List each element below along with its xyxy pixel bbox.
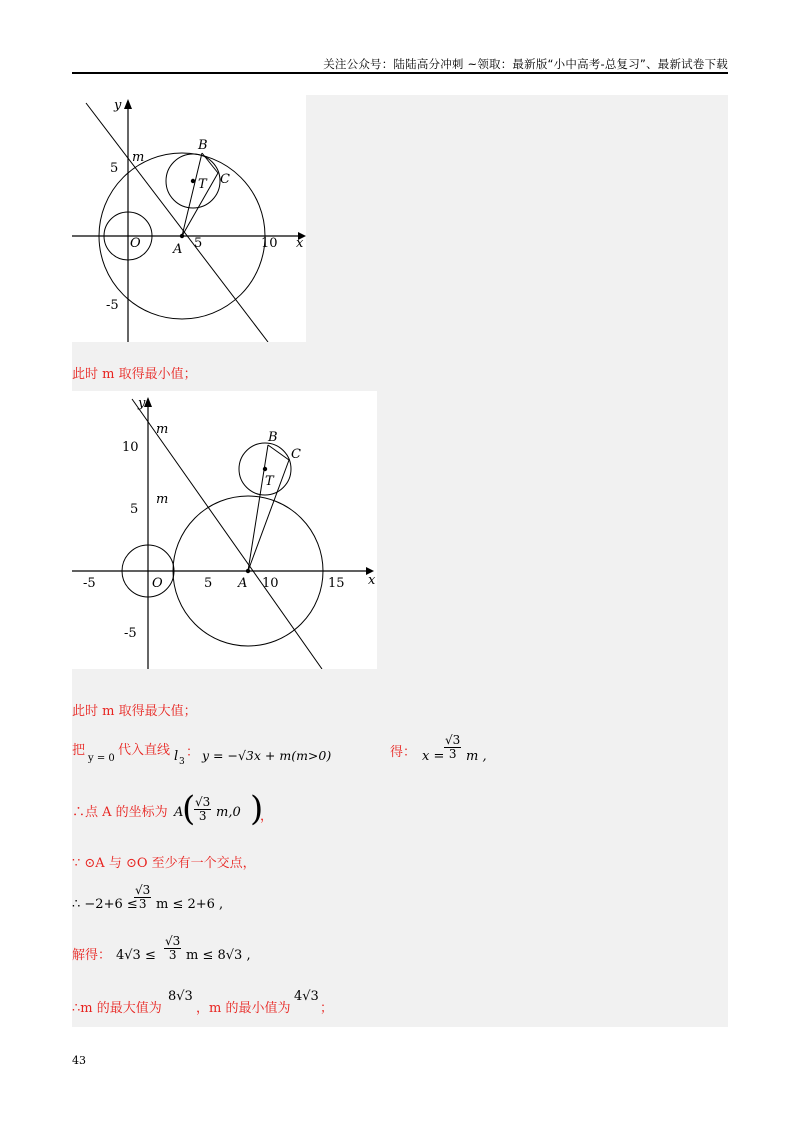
final-max-label: ∴m 的最大值为 bbox=[72, 1001, 162, 1016]
y-axis-arrow bbox=[124, 99, 132, 109]
sub-l3: l bbox=[174, 749, 179, 764]
coord-a: A bbox=[174, 805, 184, 820]
solve-right: m ≤ 8√3 , bbox=[186, 948, 251, 963]
coord-fraction bbox=[194, 796, 211, 822]
final-min-value: 4√3 bbox=[294, 989, 319, 1004]
y-tick-5: 5 bbox=[110, 161, 119, 176]
label-m: m bbox=[132, 150, 145, 165]
y-label: y bbox=[114, 98, 122, 113]
sub-mid: 代入直线 bbox=[118, 743, 171, 758]
coord-fraction-num: √3 bbox=[195, 795, 211, 809]
coord-end: ， bbox=[260, 809, 274, 824]
point-t bbox=[191, 179, 195, 183]
label-a: A bbox=[173, 242, 183, 257]
x-tick-10: 10 bbox=[262, 576, 279, 591]
sub-prefix: 把 bbox=[72, 743, 86, 758]
x-tick-10: 10 bbox=[261, 236, 278, 251]
coord-paren-open: ( bbox=[182, 789, 196, 829]
sub-fraction-num: √3 bbox=[445, 733, 461, 747]
sub-y0: y = 0 bbox=[88, 753, 115, 764]
y-label: y bbox=[138, 396, 146, 411]
label-t: T bbox=[265, 474, 274, 489]
point-t bbox=[263, 467, 267, 471]
ineq-prefix: ∴ −2+6 ≤ bbox=[72, 897, 138, 912]
ineq-suffix: m ≤ 2+6 , bbox=[156, 897, 224, 912]
label-m-mid: m bbox=[156, 492, 169, 507]
label-b: B bbox=[268, 430, 278, 445]
x-label: x bbox=[296, 236, 304, 251]
page-header: 关注公众号：陆陆高分冲刺 ~领取：最新版“小中高考-总复习”、最新试卷下载 bbox=[323, 57, 728, 71]
label-a: A bbox=[238, 576, 248, 591]
final-min-label: ，m 的最小值为 bbox=[196, 1001, 291, 1016]
min-value-line: 此时 m 取得最小值； bbox=[72, 367, 197, 382]
coord-paren-close: ) bbox=[250, 789, 264, 829]
ineq-fraction-num: √3 bbox=[135, 883, 151, 897]
line-m bbox=[132, 399, 322, 669]
final-max-value: 8√3 bbox=[168, 989, 193, 1004]
label-o: O bbox=[152, 576, 163, 591]
solve-left: 4√3 ≤ bbox=[116, 948, 156, 963]
sub-equation: y = −√3x + m(m>0) bbox=[202, 748, 332, 763]
coord-rest: m,0 bbox=[216, 805, 241, 820]
sub-de: 得： bbox=[390, 745, 417, 760]
sub-l3-sub: 3 bbox=[179, 757, 185, 767]
point-a bbox=[180, 234, 184, 238]
figure-2 bbox=[72, 391, 377, 669]
solve-fraction-num: √3 bbox=[165, 934, 181, 948]
x-tick-15: 15 bbox=[328, 576, 345, 591]
solve-fraction-den: 3 bbox=[168, 947, 177, 962]
label-c: C bbox=[291, 447, 301, 462]
segment-ab bbox=[182, 153, 202, 236]
segment-bc bbox=[202, 153, 218, 173]
sub-x-m: m , bbox=[466, 749, 487, 764]
solve-fraction bbox=[164, 935, 181, 961]
header-rule bbox=[72, 72, 728, 74]
label-m-top: m bbox=[156, 422, 169, 437]
y-tick-5: 5 bbox=[130, 502, 139, 517]
solve-prefix: 解得： bbox=[72, 948, 112, 963]
coord-prefix: ∴点 A 的坐标为 bbox=[72, 805, 168, 820]
coord-fraction-den: 3 bbox=[198, 808, 207, 823]
label-t: T bbox=[198, 177, 207, 192]
max-value-line: 此时 m 取得最大值； bbox=[72, 704, 197, 719]
label-b: B bbox=[198, 138, 208, 153]
y-tick-neg5: -5 bbox=[106, 298, 119, 313]
x-tick-5: 5 bbox=[204, 576, 213, 591]
y-tick-10: 10 bbox=[122, 440, 139, 455]
x-tick-5: 5 bbox=[194, 236, 203, 251]
ineq-fraction bbox=[134, 884, 151, 910]
point-a bbox=[246, 569, 250, 573]
figure-2-svg bbox=[72, 391, 377, 669]
sub-colon: ： bbox=[186, 745, 200, 760]
x-tick-neg5: -5 bbox=[83, 576, 96, 591]
figure-1 bbox=[72, 95, 306, 342]
sub-fraction bbox=[444, 734, 461, 760]
sub-fraction-den: 3 bbox=[448, 746, 457, 761]
y-tick-neg5: -5 bbox=[124, 626, 137, 641]
label-c: C bbox=[220, 172, 230, 187]
figure-1-svg bbox=[72, 95, 306, 342]
x-label: x bbox=[368, 573, 376, 588]
page-number: 43 bbox=[72, 1054, 86, 1067]
because-line: ∵ ⊙A 与 ⊙O 至少有一个交点， bbox=[72, 856, 256, 871]
label-o: O bbox=[130, 236, 141, 251]
segment-ab bbox=[248, 445, 268, 571]
ineq-fraction-den: 3 bbox=[138, 896, 147, 911]
final-end: ； bbox=[320, 1001, 334, 1016]
sub-x: x = bbox=[422, 749, 445, 764]
